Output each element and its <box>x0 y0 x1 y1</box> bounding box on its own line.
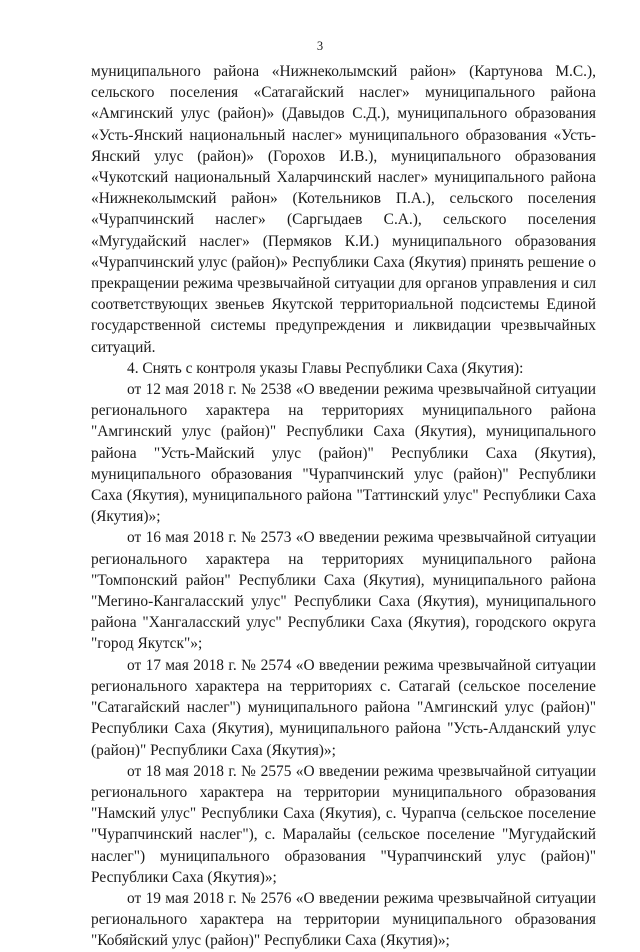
paragraph-continuation: муниципального района «Нижнеколымский район» (Картунова М.С.), сельского поселения «Сатагайский наслег» муниципального района «Амгинский улус (район)» (Давыдов С.Д.), муниципального образования «Усть-Янский национальный наслег» муниципального образования «Усть-Янский улус (район)» (Горохов И.В.), муниципального образования «Чукотский национальный Халарчинский наслег» муниципального района «Нижнеколымский район» (Котельников П.А.), сельского поселения «Чурапчинский наслег» (Саргыдаев С.А.), сельского поселения «Мугудайский наслег» (Пермяков К.И.) муниципального образования «Чурапчинский улус (район)» Республики Саха (Якутия) принять решение о прекращении режима чрезвычайной ситуации для органов управления и сил соответствующих звеньев Якутской территориальной подсистемы Единой государственной системы предупреждения и ликвидации чрезвычайных ситуаций. <box>91 63 596 356</box>
paragraph-item-4: 4. Снять с контроля указы Главы Республики Саха (Якутия): <box>127 359 524 377</box>
paragraph-decree-2574: от 17 мая 2018 г. № 2574 «О введении режима чрезвычайной ситуации регионального характера на территориях с. Сатагай (сельское поселение "Сатагайский наслег") муниципального района "Амгинский улус (район)" Республики Саха (Якутия), муниципального района "Усть-Алданский улус (район)" Республики Саха (Якутия)»; <box>91 656 596 759</box>
paragraph-decree-2538: от 12 мая 2018 г. № 2538 «О введении режима чрезвычайной ситуации регионального характера на территориях муниципального района "Амгинский улус (район)" Республики Саха (Якутия), муниципального района "Усть-Майский улус (район)" Республики Саха (Якутия), муниципального образования "Чурапчинский улус (район)" Республики Саха (Якутия), муниципального района "Таттинский улус" Республики Саха (Якутия)»; <box>91 381 596 526</box>
paragraph-decree-2573: от 16 мая 2018 г. № 2573 «О введении режима чрезвычайной ситуации регионального характера на территориях муниципального района "Томпонский район" Республики Саха (Якутия), муниципального района "Мегино-Кангаласский улус" Республики Саха (Якутия), муниципального района "Хангаласский улус" Республики Саха (Якутия), городского округа "город Якутск"»; <box>91 529 596 653</box>
page-number: 3 <box>316 39 324 53</box>
document-body <box>91 61 596 952</box>
paragraph-decree-2576: от 19 мая 2018 г. № 2576 «О введении режима чрезвычайной ситуации регионального характера на территории муниципального образования "Кобяйский улус (район)" Республики Саха (Якутия)»; <box>91 889 596 950</box>
paragraph-decree-2575: от 18 мая 2018 г. № 2575 «О введении режима чрезвычайной ситуации регионального характера на территории муниципального образования "Намский улус" Республики Саха (Якутия), с. Чурапча (сельское поселение "Чурапчинский наслег"), с. Маралайы (сельское поселение "Мугудайский наслег") муниципального образования "Чурапчинский улус (район)" Республики Саха (Якутия)»; <box>91 762 596 886</box>
